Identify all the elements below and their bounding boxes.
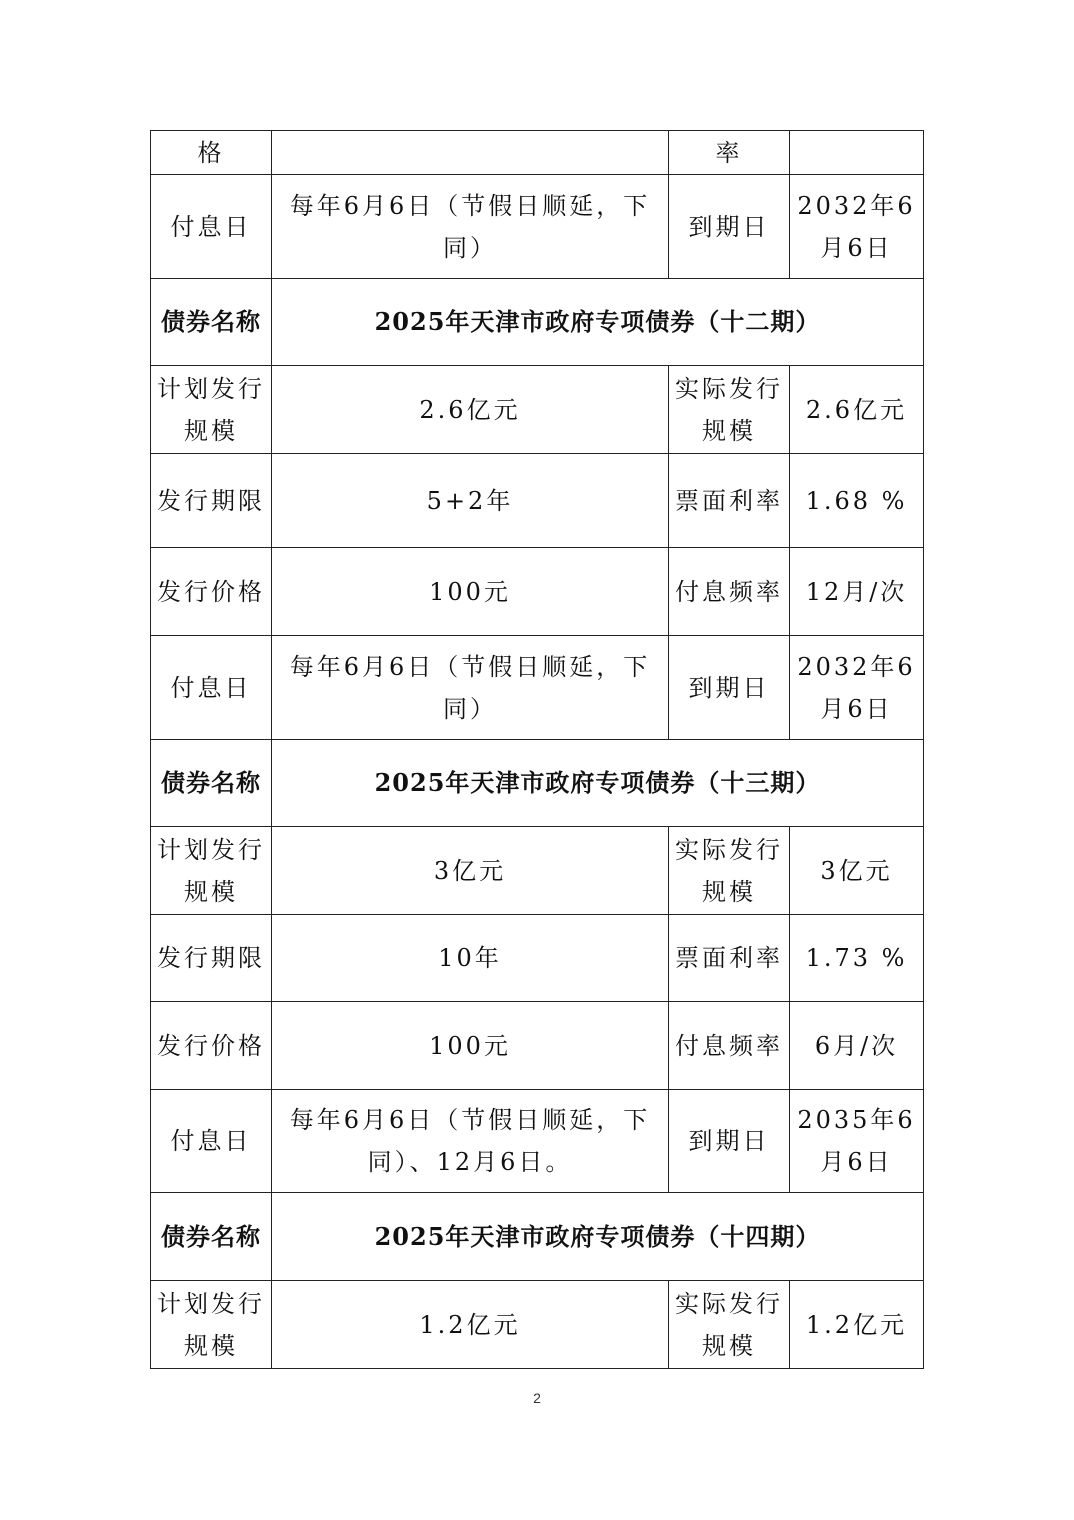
- label-cell: 到期日: [669, 175, 790, 279]
- label-cell: 付息日: [151, 175, 272, 279]
- value-cell: 1.73 %: [790, 915, 924, 1002]
- value-cell: 2032年6月6日: [790, 175, 924, 279]
- table-row: [151, 279, 924, 366]
- value-cell: 1.68 %: [790, 454, 924, 548]
- label-cell: 计划发行规模: [151, 366, 272, 454]
- label-cell: 计划发行规模: [151, 1281, 272, 1369]
- label-cell: 付息频率: [669, 1002, 790, 1090]
- value-cell: 100元: [272, 1002, 669, 1090]
- label-cell: 计划发行规模: [151, 827, 272, 915]
- label-cell: 到期日: [669, 636, 790, 740]
- label-cell: 格: [151, 131, 272, 175]
- label-cell: 到期日: [669, 1090, 790, 1193]
- value-cell: 10年: [272, 915, 669, 1002]
- label-cell: 实际发行规模: [669, 1281, 790, 1369]
- table-row: [151, 915, 924, 1002]
- table-row: [151, 175, 924, 279]
- table-row: [151, 740, 924, 827]
- bond-name-value: 2025年天津市政府专项债券（十四期）: [272, 1193, 924, 1281]
- table-row: [151, 1281, 924, 1369]
- value-cell: 3亿元: [790, 827, 924, 915]
- value-cell: 2035年6月6日: [790, 1090, 924, 1193]
- label-cell: 发行价格: [151, 548, 272, 636]
- value-cell: [790, 131, 924, 175]
- label-cell: 实际发行规模: [669, 366, 790, 454]
- label-cell: 付息日: [151, 636, 272, 740]
- label-cell: 付息频率: [669, 548, 790, 636]
- bond-name-value: 2025年天津市政府专项债券（十二期）: [272, 279, 924, 366]
- label-cell: 实际发行规模: [669, 827, 790, 915]
- page-number: 2: [533, 1390, 541, 1406]
- label-cell: 付息日: [151, 1090, 272, 1193]
- table-row: [151, 131, 924, 175]
- table-row: [151, 1002, 924, 1090]
- value-cell: 每年6月6日（节假日顺延，下同）: [272, 175, 669, 279]
- bond-name-value: 2025年天津市政府专项债券（十三期）: [272, 740, 924, 827]
- table-row: [151, 454, 924, 548]
- label-cell: 票面利率: [669, 915, 790, 1002]
- label-cell: 率: [669, 131, 790, 175]
- value-cell: 1.2亿元: [272, 1281, 669, 1369]
- bond-name-label: 债券名称: [151, 740, 272, 827]
- value-cell: 每年6月6日（节假日顺延，下同）、12月6日。: [272, 1090, 669, 1193]
- label-cell: 发行期限: [151, 915, 272, 1002]
- table-row: [151, 827, 924, 915]
- value-cell: 每年6月6日（节假日顺延，下同）: [272, 636, 669, 740]
- table-row: [151, 366, 924, 454]
- value-cell: 100元: [272, 548, 669, 636]
- table-row: [151, 1193, 924, 1281]
- bond-name-label: 债券名称: [151, 279, 272, 366]
- value-cell: 2.6亿元: [790, 366, 924, 454]
- label-cell: 发行期限: [151, 454, 272, 548]
- bond-info-table: [150, 130, 924, 1369]
- table-row: [151, 1090, 924, 1193]
- value-cell: 1.2亿元: [790, 1281, 924, 1369]
- table-row: [151, 548, 924, 636]
- label-cell: 票面利率: [669, 454, 790, 548]
- value-cell: 6月/次: [790, 1002, 924, 1090]
- value-cell: 2032年6月6日: [790, 636, 924, 740]
- value-cell: 3亿元: [272, 827, 669, 915]
- label-cell: 发行价格: [151, 1002, 272, 1090]
- bond-name-label: 债券名称: [151, 1193, 272, 1281]
- table-row: [151, 636, 924, 740]
- value-cell: [272, 131, 669, 175]
- value-cell: 12月/次: [790, 548, 924, 636]
- value-cell: 2.6亿元: [272, 366, 669, 454]
- value-cell: 5+2年: [272, 454, 669, 548]
